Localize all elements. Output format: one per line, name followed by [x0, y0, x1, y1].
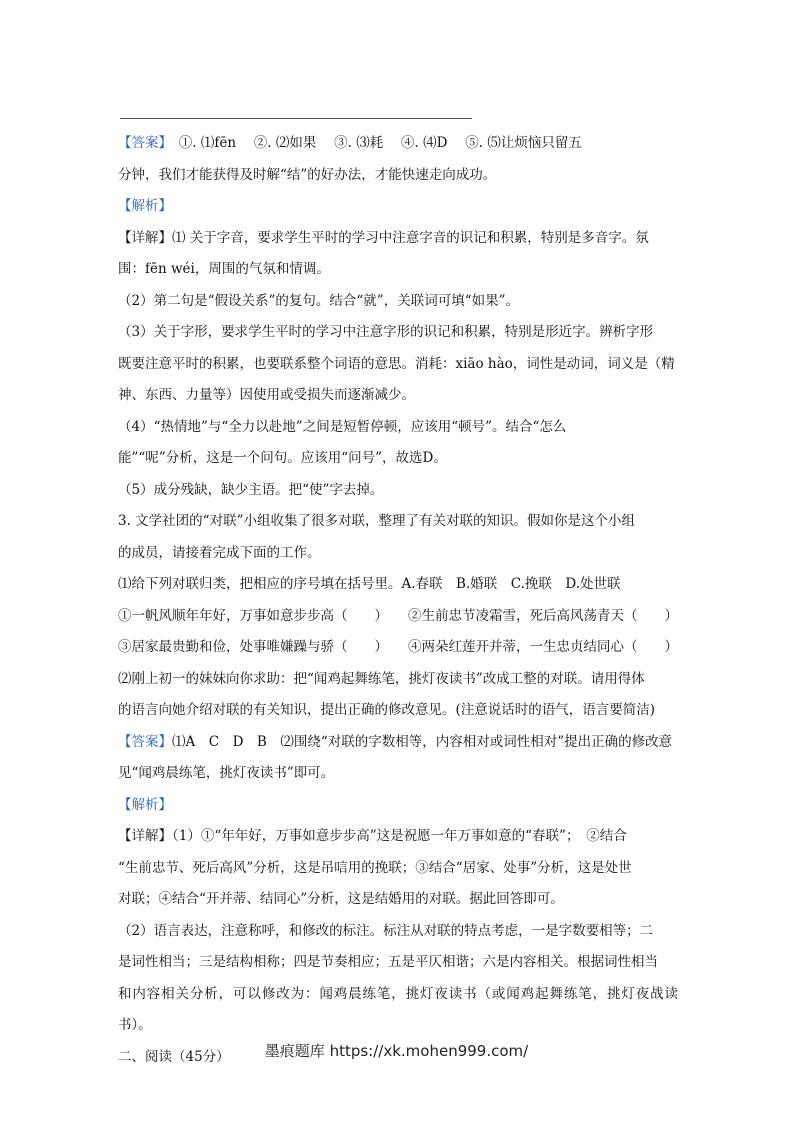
top-divider	[120, 118, 472, 119]
detail-1-line-9: （5）成分残缺，缺少主语。把“使”字去掉。	[118, 481, 384, 498]
detail-1-line-5: 既要注意平时的积累，也要联系整个词语的意思。消耗：xiāo hào，词性是动词，词义是（精	[118, 355, 675, 372]
detail-2-line-1: 【详解】（1）①“年年好，万事如意步步高”这是祝愿一年万事如意的“春联”； ②结合	[118, 828, 627, 844]
detail-1-line-3: （2）第二句是“假设关系”的复句。结合“就”，关联词可填“如果”。	[118, 292, 519, 309]
answer-tag: 【答案】	[118, 733, 172, 750]
couplet-3: ③居家最贵勤和俭，处事唯嫌躁与骄（ ）	[118, 639, 388, 655]
question-3-line-1: 3. 文学社团的“对联”小组收集了很多对联，整理了有关对联的知识。假如你是这个小组	[118, 513, 635, 529]
detail-1-line-8: 能”“呢”分析，这是一个问句。应该用“问号”，故选D。	[118, 450, 447, 466]
detail-tag: 【详解】	[118, 229, 172, 246]
question-3-line-3: ⑴给下列对联归类，把相应的序号填在括号里。A.春联 B.婚联 C.挽联 D.处世联	[118, 576, 621, 592]
couplet-row-1	[118, 601, 678, 633]
document-body	[118, 128, 678, 1073]
detail-2-line-6: 和内容相关分析，可以修改为：闻鸡晨练笔，挑灯夜读书（或闻鸡起舞练笔，挑灯夜战读书）。	[118, 985, 678, 1033]
couplet-1: ①一帆风顺年年好，万事如意步步高（ ）	[118, 607, 388, 624]
answer-1-line-2: 分钟，我们才能获得及时解“结”的好办法，才能快速走向成功。	[118, 166, 497, 183]
analysis-tag: 【解析】	[118, 198, 172, 214]
detail-2-line-5: 是词性相当；三是结构相称；四是节奏相应；五是平仄相谐；六是内容相关。根据词性相当	[118, 954, 658, 970]
couplet-2: ②生前忠节凌霜雪，死后高风荡青天（ ）	[408, 607, 678, 624]
detail-2-line-3: 对联；④结合“开并蒂、结同心”分析，这是结婚用的对联。据此回答即可。	[118, 891, 564, 907]
answer-1-line-1: 【答案】 ①. ⑴fēn ②. ⑵如果 ③. ⑶耗 ④. ⑷D ⑤. ⑸让烦恼只留五	[118, 135, 582, 151]
detail-1-line-1: 【详解】⑴ 关于字音，要求学生平时的学习中注意字音的识记和积累，特别是多音字。氛	[118, 229, 649, 246]
question-3-line-2: 的成员，请接着完成下面的工作。	[118, 544, 321, 561]
analysis-tag: 【解析】	[118, 796, 172, 813]
detail-2-line-4: （2）语言表达，注意称呼，和修改的标注。标注从对联的特点考虑，一是字数要相等；二	[118, 922, 654, 939]
section-heading: 二、阅读（45分）	[118, 1048, 230, 1065]
detail-1-line-6: 神、东西、力量等）因使用或受损失而逐渐减少。	[118, 387, 415, 403]
answer-2-line-2: 见“闻鸡晨练笔，挑灯夜读书”即可。	[118, 765, 335, 781]
detail-1-line-2: 围：fēn wéi，周围的气氛和情调。	[118, 261, 330, 277]
detail-2-line-2: “生前忠节、死后高风”分析，这是吊唁用的挽联；③结合“居家、处事”分析，这是处世	[118, 859, 632, 876]
couplet-row-2	[118, 632, 678, 664]
detail-tag: 【详解】	[118, 828, 172, 844]
answer-2-line-1: 【答案】⑴A C D B ⑵围绕“对联的字数相等，内容相对或词性相对”提出正确的修改意	[118, 733, 673, 750]
page-footer: 墨痕题库 https://xk.mohen999.com/	[264, 1042, 529, 1060]
question-3-line-4: ⑵刚上初一的妹妹向你求助：把“闻鸡起舞练笔，挑灯夜读书”改成工整的对联。请用得体	[118, 670, 645, 687]
detail-1-line-7: （4）“热情地”与“全力以赴地”之间是短暂停顿，应该用“顿号”。结合“怎么	[118, 418, 567, 435]
detail-1-line-4: （3）关于字形，要求学生平时的学习中注意字形的识记和积累，特别是形近字。辨析字形	[118, 324, 654, 340]
couplet-4: ④两朵红莲开并蒂，一生忠贞结同心（ ）	[408, 639, 678, 655]
question-3-line-5: 的语言向她介绍对联的有关知识，提出正确的修改意见。(注意说话时的语气，语言要简洁)	[118, 702, 656, 718]
answer-tag: 【答案】	[118, 135, 166, 151]
